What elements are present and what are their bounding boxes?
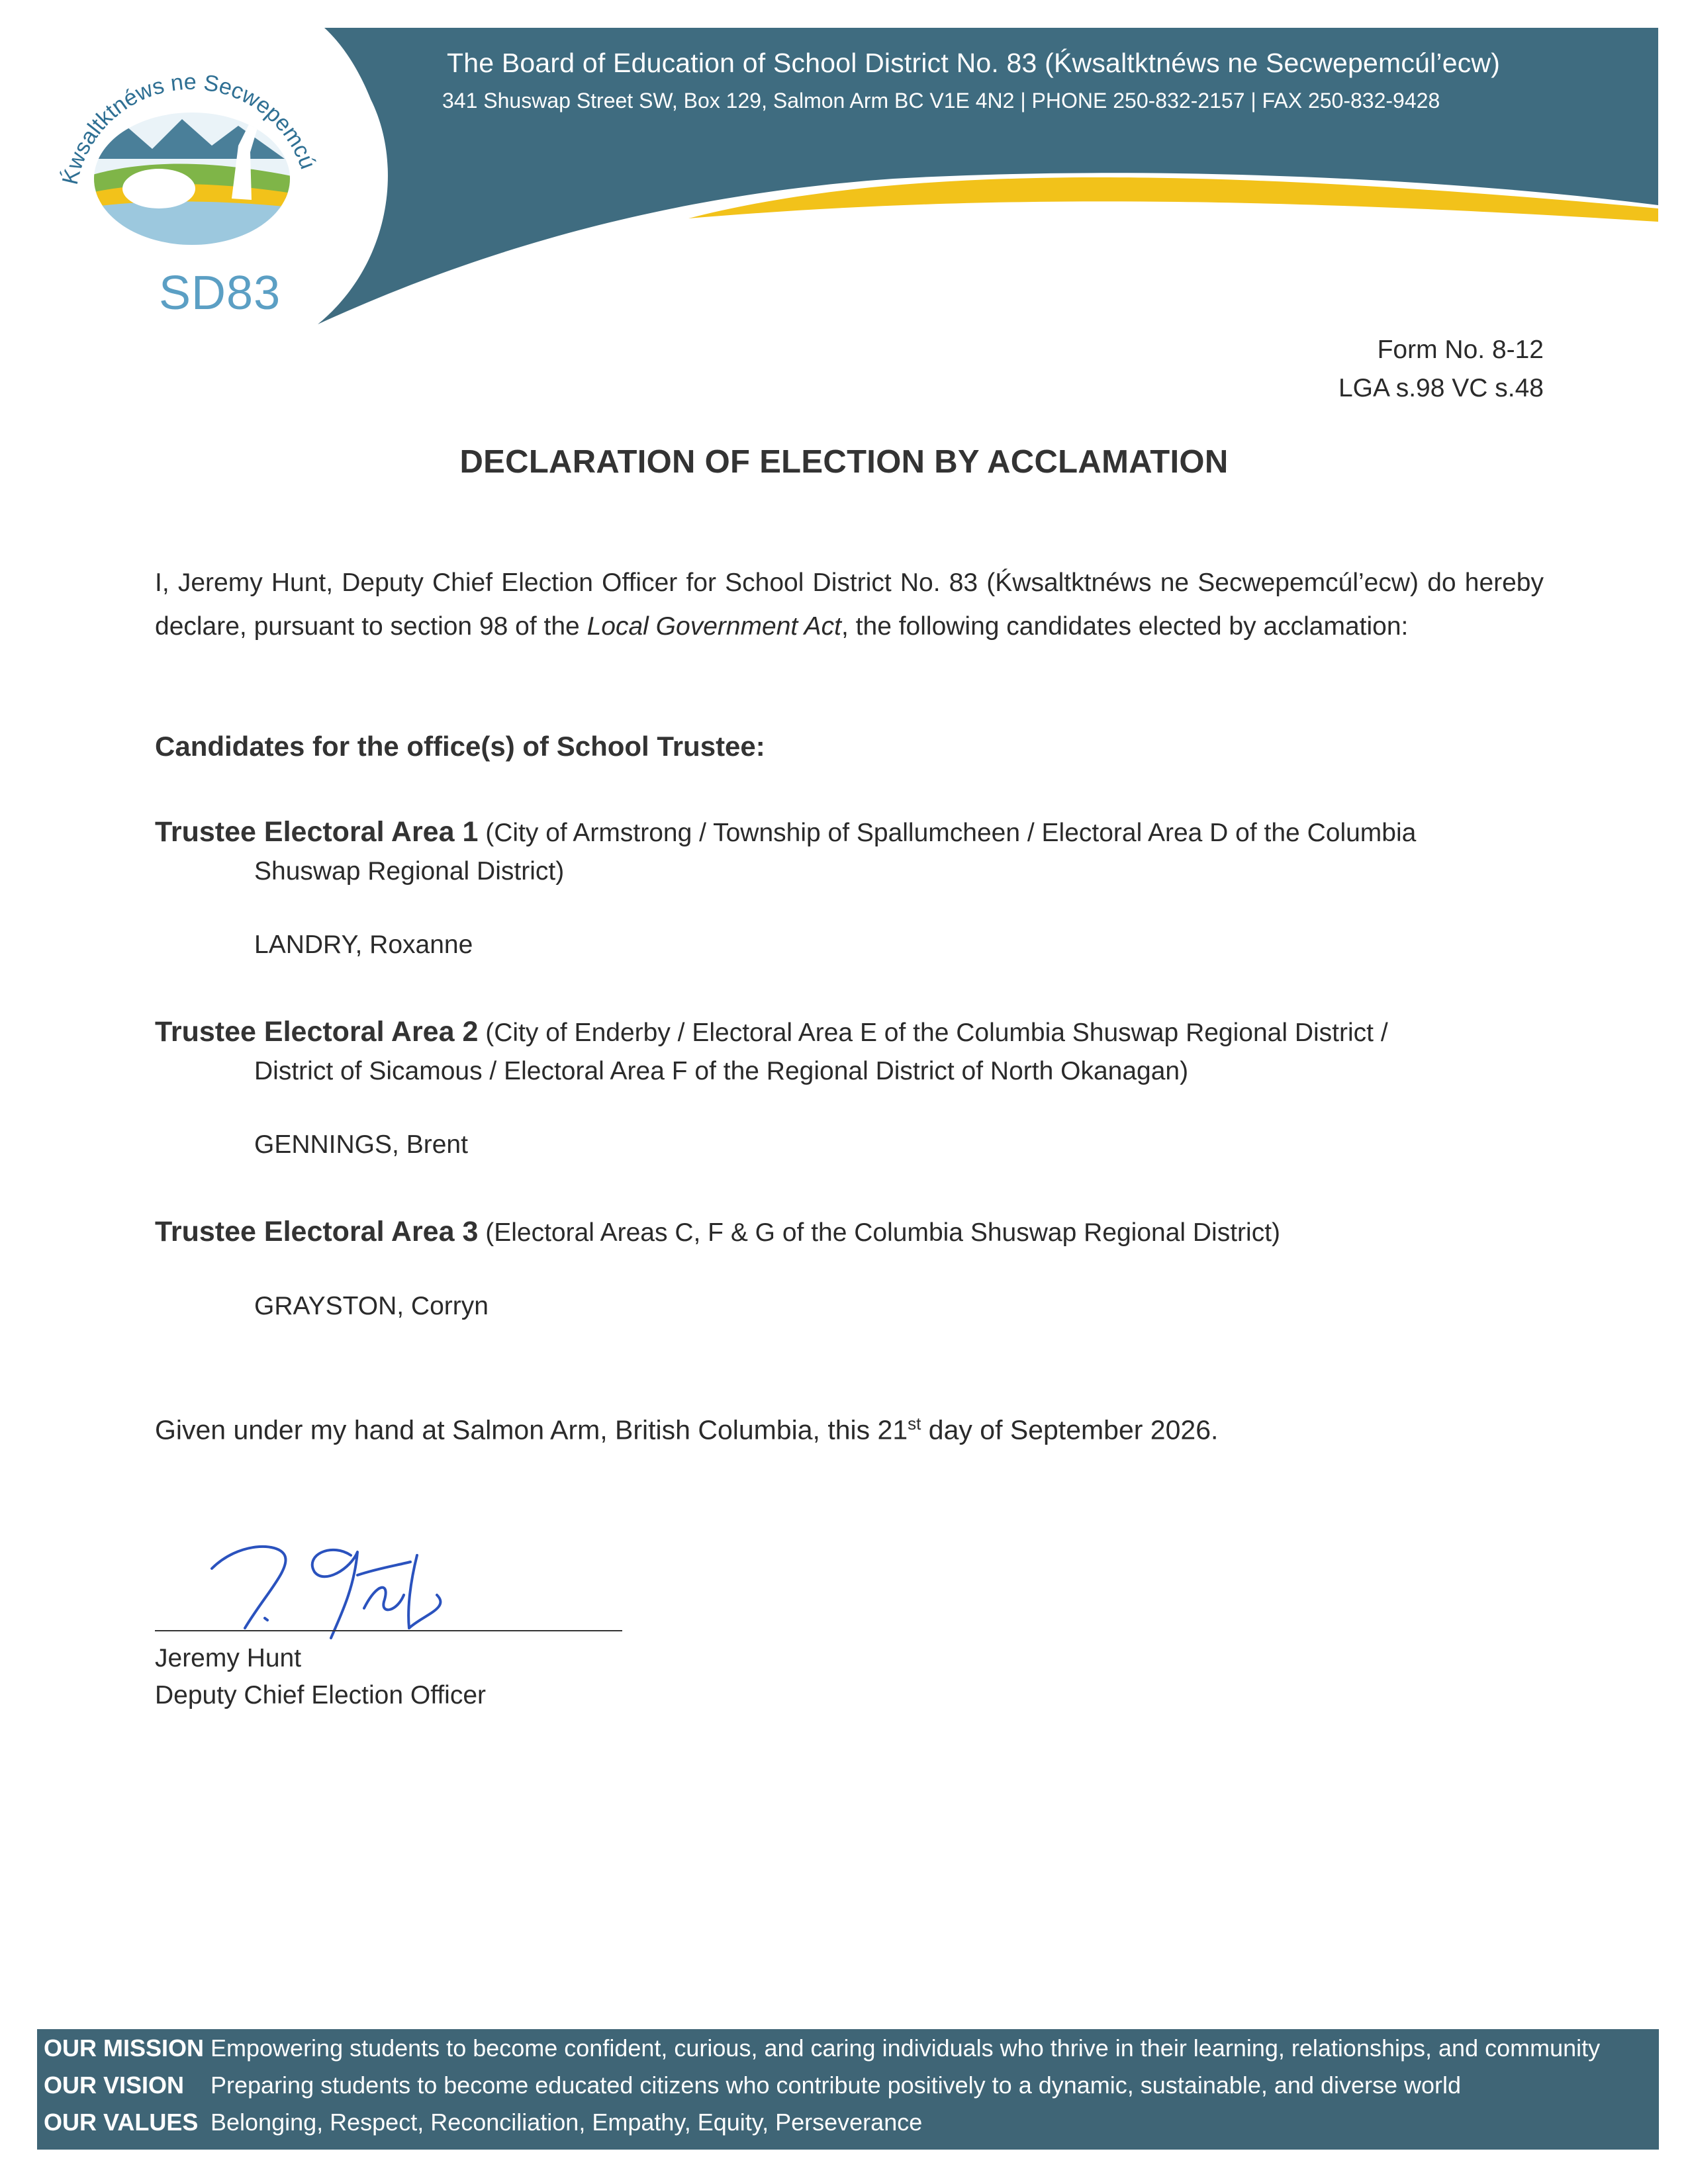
logo-abbreviation: SD83 xyxy=(159,267,281,320)
candidate-name: LANDRY, Roxanne xyxy=(254,931,473,959)
footer-label: OUR VISION xyxy=(44,2071,185,2099)
area-title: Trustee Electoral Area 2 xyxy=(155,1016,479,1048)
footer-text: Belonging, Respect, Reconciliation, Empathy, Equity, Perseverance xyxy=(211,2109,923,2136)
signature-line xyxy=(155,1630,622,1631)
area-description-cont: Shuswap Regional District) xyxy=(254,857,565,886)
logo-emblem-icon xyxy=(40,26,331,265)
footer-vision xyxy=(44,2071,1461,2109)
footer-label: OUR MISSION xyxy=(44,2034,205,2062)
declaration-text-end: , the following candidates elected by acclamation: xyxy=(841,612,1409,641)
footer-mission xyxy=(44,2034,1600,2071)
execution-statement xyxy=(155,1414,1218,1446)
logo-arc-text: Ḱwsaltktnéws ne Secwepemcú xyxy=(57,69,321,187)
candidate-name: GENNINGS, Brent xyxy=(254,1130,468,1159)
form-legal-reference: LGA s.98 VC s.48 xyxy=(1338,374,1544,402)
footer-text: Preparing students to become educated citizens who contribute positively to a dynamic, sustainable, and diverse world xyxy=(211,2071,1462,2099)
area-description: (City of Armstrong / Township of Spallumcheen / Electoral Area D of the Columbia xyxy=(478,819,1417,847)
signer-block xyxy=(155,1640,486,1714)
ordinal-suffix: st xyxy=(908,1414,921,1433)
district-logo xyxy=(40,26,331,320)
act-name: Local Government Act xyxy=(586,612,841,641)
execution-date: day of September 2026. xyxy=(921,1414,1219,1445)
footer-label: OUR VALUES xyxy=(44,2109,199,2136)
area-description: (Electoral Areas C, F & G of the Columbia Shuswap Regional District) xyxy=(478,1218,1281,1247)
area-description-cont: District of Sicamous / Electoral Area F of the Regional District of North Okanagan) xyxy=(254,1057,1189,1085)
declaration-paragraph xyxy=(155,561,1544,649)
candidates-heading: Candidates for the office(s) of School Trustee: xyxy=(155,731,765,762)
area-title: Trustee Electoral Area 3 xyxy=(155,1216,479,1248)
form-reference xyxy=(1338,331,1544,408)
electoral-area-2 xyxy=(155,1013,1545,1159)
organization-name: The Board of Education of School District No. 83 (Ḱwsaltktnéws ne Secwepemcúl’ecw) xyxy=(447,48,1501,78)
document-title: DECLARATION OF ELECTION BY ACCLAMATION xyxy=(459,444,1229,480)
footer-text: Empowering students to become confident, curious, and caring individuals who thrive in their learning, relationships, and community xyxy=(211,2034,1601,2062)
execution-text: Given under my hand at Salmon Arm, British Columbia, this 21 xyxy=(155,1414,908,1445)
area-title: Trustee Electoral Area 1 xyxy=(155,816,479,848)
footer-values xyxy=(44,2109,922,2146)
electoral-area-3 xyxy=(155,1212,1545,1320)
organization-address: 341 Shuswap Street SW, Box 129, Salmon Arm BC V1E 4N2 | PHONE 250-832-2157 | FAX 250-832-9428 xyxy=(442,89,1440,113)
declaration-text-start: I, Jeremy Hunt, Deputy Chief Election Officer for School District No. 83 (Ḱwsaltktnéws ne Secwepemcúl’ecw) do hereby declare, pursuant to section 98 of the xyxy=(155,569,1544,641)
signer-name: Jeremy Hunt xyxy=(155,1644,302,1672)
candidate-name: GRAYSTON, Corryn xyxy=(254,1292,489,1320)
footer-band xyxy=(37,2029,1659,2150)
handwritten-signature xyxy=(199,1529,477,1655)
signer-title: Deputy Chief Election Officer xyxy=(155,1681,487,1709)
form-number: Form No. 8-12 xyxy=(1377,336,1544,364)
electoral-area-1 xyxy=(155,813,1545,959)
area-description: (City of Enderby / Electoral Area E of the Columbia Shuswap Regional District / xyxy=(478,1019,1388,1047)
